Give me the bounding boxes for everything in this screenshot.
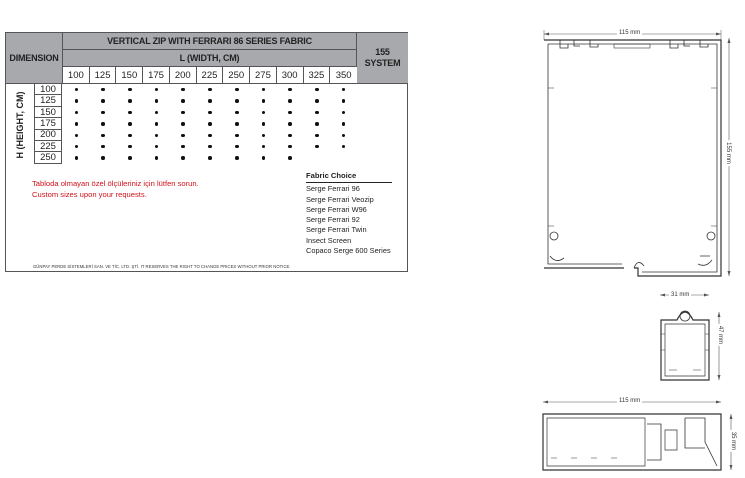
availability-dot [155, 111, 159, 115]
availability-dot [181, 122, 185, 126]
availability-dot [235, 156, 239, 160]
availability-dot [208, 99, 212, 103]
availability-dot [288, 145, 292, 149]
availability-dot [101, 156, 105, 160]
fabric-item: Serge Ferrari 96 [306, 184, 360, 194]
system-label: SYSTEM [364, 58, 401, 68]
availability-dot [235, 134, 239, 138]
availability-dot [181, 111, 185, 115]
availability-dot [315, 111, 319, 115]
availability-dot [262, 111, 266, 115]
availability-dot [181, 145, 185, 149]
fabric-item: Serge Ferrari 92 [306, 215, 360, 225]
availability-dot [128, 156, 132, 160]
dimension-table [5, 32, 408, 272]
availability-dot [315, 134, 319, 138]
note-english: Custom sizes upon your requests. [32, 189, 147, 199]
availability-dot [288, 134, 292, 138]
availability-dot [288, 122, 292, 126]
availability-dot [101, 145, 105, 149]
height-value: 150 [34, 107, 62, 118]
availability-dot [262, 134, 266, 138]
availability-dot [315, 122, 319, 126]
width-value: 300 [277, 67, 304, 84]
availability-dot [155, 134, 159, 138]
availability-dot [128, 111, 132, 115]
availability-dot [262, 122, 266, 126]
availability-dot [315, 99, 319, 103]
guide-height-label: 47 mm [717, 325, 724, 345]
availability-dot [75, 122, 79, 126]
box-profile-drawing [530, 28, 730, 278]
note-turkish: Tabloda olmayan özel ölçüleriniz için lütfen sorun. [32, 179, 199, 188]
bottom-height-label: 35 mm [730, 431, 737, 451]
availability-dot [101, 134, 105, 138]
height-value: 125 [34, 95, 62, 106]
availability-dot [128, 122, 132, 126]
width-value: 200 [170, 67, 197, 84]
availability-dot [101, 99, 105, 103]
availability-dot [208, 88, 212, 92]
availability-dot [262, 145, 266, 149]
availability-dot [128, 145, 132, 149]
availability-dot [315, 88, 319, 92]
system-number: 155 [375, 47, 390, 57]
availability-dot [75, 111, 79, 115]
availability-dot [208, 156, 212, 160]
fabric-item: Insect Screen [306, 235, 352, 245]
availability-dot [262, 156, 266, 160]
availability-dot [208, 122, 212, 126]
height-value: 250 [34, 152, 62, 163]
bottom-width-label: 115 mm [619, 398, 641, 404]
availability-dot [155, 99, 159, 103]
availability-dot [181, 134, 185, 138]
availability-dot [208, 145, 212, 149]
availability-dot [155, 156, 159, 160]
availability-dot [128, 99, 132, 103]
height-axis-label: H (HEIGHT, CM) [15, 91, 25, 159]
fabric-choice-list [306, 171, 392, 256]
width-header: L (WIDTH, CM) [63, 50, 357, 67]
availability-dot [101, 88, 105, 92]
fabric-item: Serge Ferrari W96 [306, 204, 367, 214]
availability-dot [342, 122, 346, 126]
system-header [357, 33, 408, 84]
availability-dot [342, 111, 346, 115]
availability-dot [342, 134, 346, 138]
height-value: 200 [34, 130, 62, 141]
availability-dot [288, 111, 292, 115]
width-value: 225 [197, 67, 224, 84]
width-value: 275 [250, 67, 277, 84]
availability-dot [235, 99, 239, 103]
availability-dot [101, 111, 105, 115]
availability-dot [75, 145, 79, 149]
availability-dot [262, 88, 266, 92]
width-value: 125 [90, 67, 117, 84]
availability-dot [235, 122, 239, 126]
width-value: 175 [143, 67, 170, 84]
bottom-bar-drawing [535, 396, 740, 476]
box-height-label: 155 mm [724, 142, 731, 164]
availability-dot [128, 88, 132, 92]
availability-dot [288, 156, 292, 160]
availability-dot [235, 111, 239, 115]
availability-dot [75, 134, 79, 138]
availability-dot [235, 145, 239, 149]
fabric-item: Serge Ferrari Veozip [306, 194, 374, 204]
price-disclaimer: GÜNPAY PERDE SİSTEMLERİ SAN. VE TİC. LTD. ŞTİ. IT RESERVES THE RIGHT TO CHANGE PRICES WITHOUT PRIOR NOTICE. [33, 264, 291, 269]
availability-dot [342, 99, 346, 103]
box-width-label: 115 mm [619, 30, 641, 36]
height-value: 225 [34, 141, 62, 152]
availability-dot [315, 145, 319, 149]
custom-size-note [32, 179, 199, 200]
availability-dot [155, 145, 159, 149]
fabric-item: Copaco Serge 600 Series [306, 246, 391, 256]
availability-dot [288, 88, 292, 92]
width-value: 100 [63, 67, 90, 84]
availability-dot [208, 111, 212, 115]
availability-dot [155, 88, 159, 92]
availability-dot [288, 99, 292, 103]
availability-dot [181, 88, 185, 92]
availability-dot [235, 88, 239, 92]
fabric-item: Serge Ferrari Twin [306, 225, 367, 235]
availability-dot [208, 134, 212, 138]
availability-dot [181, 156, 185, 160]
width-value: 150 [116, 67, 143, 84]
dimension-header: DIMENSION [6, 33, 63, 84]
availability-dot [75, 99, 79, 103]
height-value: 175 [34, 118, 62, 129]
availability-dot [75, 156, 79, 160]
availability-dot [128, 134, 132, 138]
availability-dot [155, 122, 159, 126]
availability-dot [75, 88, 79, 92]
availability-dot [262, 99, 266, 103]
guide-width-label: 31 mm [671, 292, 690, 298]
availability-dot [181, 99, 185, 103]
width-value: 325 [304, 67, 331, 84]
guide-rail-drawing [655, 290, 725, 385]
height-value: 100 [34, 84, 62, 95]
fabric-choice-title: Fabric Choice [306, 171, 392, 183]
availability-dot [101, 122, 105, 126]
width-value: 350 [330, 67, 357, 84]
availability-dot [342, 88, 346, 92]
table-title: VERTICAL ZIP WITH FERRARI 86 SERIES FABRIC [63, 33, 357, 50]
availability-dot [342, 145, 346, 149]
width-value: 250 [223, 67, 250, 84]
